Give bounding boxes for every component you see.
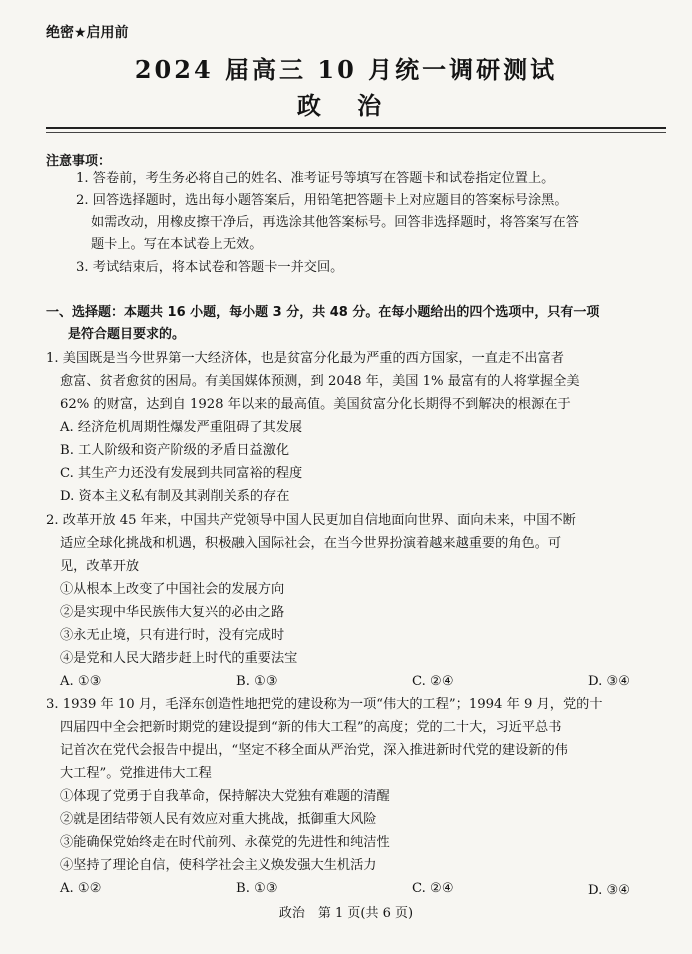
- notice-heading: 注意事项：: [46, 154, 112, 169]
- section-heading-cont: 是符合题目要求的。: [68, 327, 186, 342]
- q3-item: ④坚持了理论自信，使科学社会主义焕发强大生机活力: [60, 858, 377, 873]
- q3-option-d: D. ③④: [588, 883, 631, 898]
- q3-option-c: C. ②④: [412, 881, 454, 896]
- q2-item: ④是党和人民大踏步赶上时代的重要法宝: [60, 651, 298, 666]
- q1-option-d: D. 资本主义私有制及其剥削关系的存在: [60, 489, 290, 504]
- q1-option-a: A. 经济危机周期性爆发严重阻碍了其发展: [60, 420, 303, 435]
- section-heading: 一、选择题：本题共 16 小题，每小题 3 分，共 48 分。在每小题给出的四个选项中，只有一项: [46, 305, 600, 320]
- secret-label: 绝密★启用前: [46, 25, 129, 41]
- q1-option-b: B. 工人阶级和资产阶级的矛盾日益激化: [60, 443, 290, 458]
- q3-option-a: A. ①②: [60, 881, 102, 896]
- subject-title: 政 治: [296, 91, 396, 120]
- q3-stem: 四届四中全会把新时期党的建设提到“新的伟大工程”的高度；党的二十大，习近平总书: [60, 720, 562, 735]
- q2-item: ①从根本上改变了中国社会的发展方向: [60, 582, 285, 597]
- q3-item: ①体现了党勇于自我革命，保持解决大党独有难题的清醒: [60, 789, 390, 804]
- q2-stem: 见，改革开放: [60, 559, 140, 574]
- q2-item: ③永无止境，只有进行时，没有完成时: [60, 628, 285, 643]
- q3-option-b: B. ①③: [236, 881, 278, 896]
- q1-stem: 1. 美国既是当今世界第一大经济体，也是贫富分化最为严重的西方国家，一直走不出富者: [46, 351, 564, 366]
- q1-stem: 62% 的财富，达到自 1928 年以来的最高值。美国贫富分化长期得不到解决的根源在于: [60, 397, 571, 412]
- q1-stem: 愈富、贫者愈贫的困局。有美国媒体预测，到 2048 年，美国 1% 最富有的人将掌握全美: [60, 374, 580, 389]
- q2-option-b: B. ①③: [236, 674, 278, 689]
- q1-option-c: C. 其生产力还没有发展到共同富裕的程度: [60, 466, 303, 481]
- notice-line: 3. 考试结束后，将本试卷和答题卡一并交回。: [76, 260, 344, 275]
- q3-item: ②就是团结带领人民有效应对重大挑战，抵御重大风险: [60, 812, 377, 827]
- q3-stem: 大工程”。党推进伟大工程: [60, 766, 212, 781]
- notice-line: 如需改动，用橡皮擦干净后，再选涂其他答案标号。回答非选择题时，将答案写在答: [91, 215, 579, 230]
- page-footer: 政治 第 1 页(共 6 页): [278, 906, 414, 921]
- notice-line: 1. 答卷前，考生务必将自己的姓名、准考证号等填写在答题卡和试卷指定位置上。: [76, 171, 555, 186]
- q2-option-c: C. ②④: [412, 674, 454, 689]
- q2-option-a: A. ①③: [60, 674, 102, 689]
- q3-stem: 记首次在党代会报告中提出，“坚定不移全面从严治党，深入推进新时代党的建设新的伟: [60, 743, 568, 758]
- header-rule-thick: [46, 127, 666, 129]
- q3-item: ③能确保党始终走在时代前列、永葆党的先进性和纯洁性: [60, 835, 390, 850]
- q2-item: ②是实现中华民族伟大复兴的必由之路: [60, 605, 285, 620]
- notice-line: 题卡上。写在本试卷上无效。: [91, 237, 263, 252]
- header-rule-thin: [46, 132, 666, 133]
- notice-line: 2. 回答选择题时，选出每小题答案后，用铅笔把答题卡上对应题目的答案标号涂黑。: [76, 193, 568, 208]
- q2-stem: 适应全球化挑战和机遇，积极融入国际社会，在当今世界扮演着越来越重要的角色。可: [60, 536, 562, 551]
- q2-stem: 2. 改革开放 45 年来，中国共产党领导中国人民更加自信地面向世界、面向未来，中国不断: [46, 513, 576, 528]
- exam-title: 2024 届高三 10 月统一调研测试: [134, 55, 558, 84]
- q2-option-d: D. ③④: [588, 674, 631, 689]
- q3-stem: 3. 1939 年 10 月，毛泽东创造性地把党的建设称为一项“伟大的工程”；1994 年 9 月，党的十: [46, 697, 603, 712]
